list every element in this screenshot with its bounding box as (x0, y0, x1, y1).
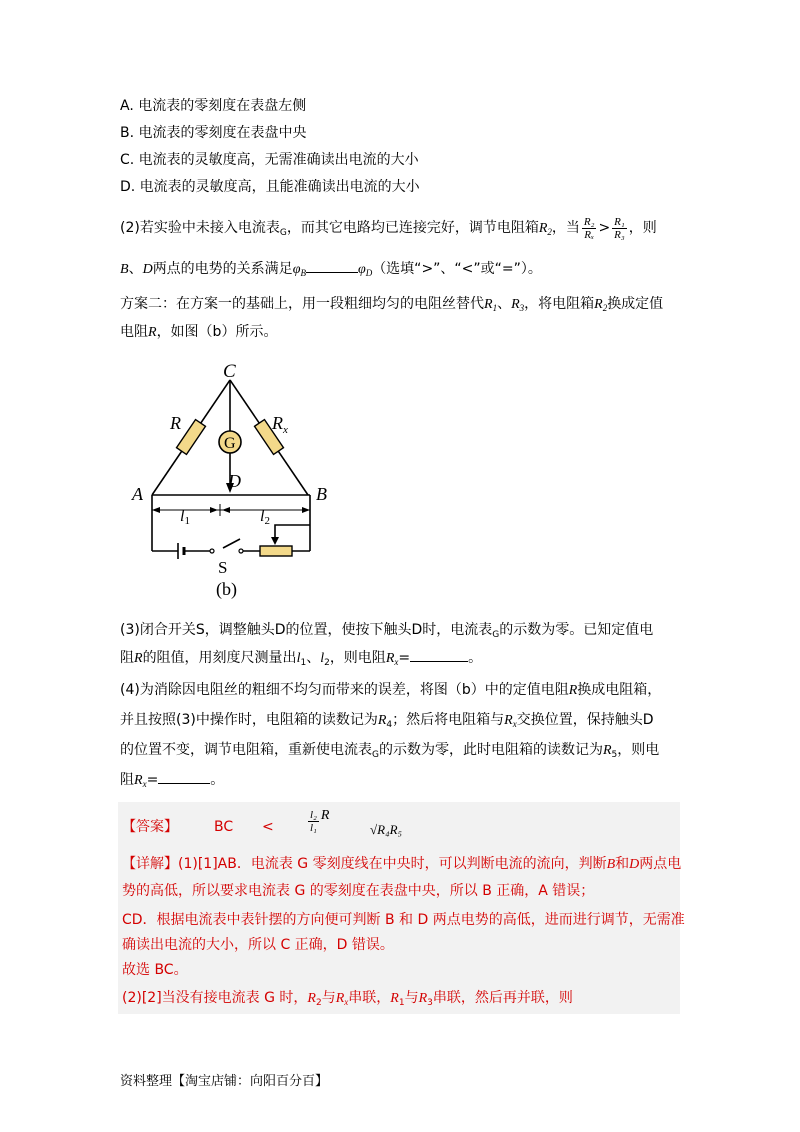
scheme-2-line-1: 方案二：在方案一的基础上，用一段粗细均匀的电阻丝替代$R_1$、$R_3$，将电阻箱$R_2$换成定值 (120, 296, 664, 313)
question-3-line-1: (3)闭合开关S，调整触头D的位置，使按下触头D时，电流表$_G$的示数为零。已知定值电 (120, 622, 654, 640)
answer-blank-q4 (158, 783, 210, 784)
page-footer: 资料整理【淘宝店铺：向阳百分百】 (120, 1074, 329, 1089)
option-d: D. 电流表的灵敏度高，且能准确读出电流的大小 (120, 179, 420, 195)
answer-label: 【答案】 (122, 819, 178, 835)
label-d: D (228, 471, 241, 491)
answer-3: $\frac{\text{l₂}}{\text{l₁}}$ R (310, 808, 330, 834)
label-b: B (316, 484, 327, 504)
label-s: S (218, 558, 228, 577)
detail-line-5: 故选 BC。 (122, 962, 188, 978)
option-a: A. 电流表的零刻度在表盘左侧 (120, 98, 307, 114)
circuit-diagram-b (120, 355, 335, 605)
label-g: G (224, 435, 236, 452)
label-a: A (132, 484, 143, 504)
switch-blade (223, 539, 240, 548)
scheme-2-line-2: 电阻R，如图（b）所示。 (120, 324, 278, 340)
detail-line-4: 确读出电流的大小，所以 C 正确，D 错误。 (122, 937, 394, 953)
detail-line-1: 【详解】(1)[1]AB．电流表 G 零刻度线在中央时，可以判断电流的流向，判断B和D两点电 (122, 856, 682, 872)
question-2-line-1: (2)若实验中未接入电流表$_G$，而其它电路均已连接完好，调节电阻箱$R_2$，当 $\frac{\text{R₂}}{\text{Rₓ}}$ > $\frac{\text{R₁}}{\text{R₃}}$ ，则 (120, 215, 657, 241)
option-c: C. 电流表的灵敏度高，无需准确读出电流的大小 (120, 152, 419, 168)
switch-contact (210, 549, 214, 553)
label-l1: l1 (180, 508, 190, 527)
answer-4: √R₄R₅ (370, 822, 403, 837)
question-4-line-2: 并且按照(3)中操作时，电阻箱的读数记为$R_4$；然后将电阻箱与$R_x$交换位置，保持触头D (120, 712, 654, 730)
question-4-line-1: (4)为消除因电阻丝的粗细不均匀而带来的误差，将图（b）中的定值电阻R换成电阻箱， (120, 682, 662, 698)
detail-line-3: CD．根据电流表中表针摆的方向便可判断 B 和 D 两点电势的高低，进而进行调节，无需准 (122, 912, 685, 928)
answer-blank-phi (306, 272, 358, 273)
answer-blank-q3 (410, 661, 468, 662)
detail-line-6: (2)[2]当没有接电流表 G 时，$R_2$与$R_x$串联，$R_1$与$R_3$串联，然后再并联，则 (122, 990, 573, 1008)
question-4-line-4: 阻$R_x=$ 。 (120, 772, 225, 789)
label-r: R (170, 413, 181, 433)
question-3-line-2: 阻R的阻值，用刻度尺测量出$l_1$、$l_2$，则电阻$R_x=$ 。 (120, 650, 483, 668)
option-b: B. 电流表的零刻度在表盘中央 (120, 125, 307, 141)
answer-2: < (262, 819, 274, 835)
label-rx: $R_x$ (272, 413, 288, 436)
figure-caption: (b) (216, 579, 237, 599)
question-4-line-3: 的位置不变，调节电阻箱，重新使电流表$_G$的示数为零，此时电阻箱的读数记为$R_5$，则电 (120, 742, 660, 760)
ratio-r1-r3: $\frac{\text{R₁}}{\text{R₃}}$ (614, 215, 625, 241)
detail-line-2: 势的高低，所以要求电流表 G 的零刻度在表盘中央，所以 B 正确，A 错误； (122, 883, 595, 899)
label-l2: l2 (260, 508, 270, 527)
label-c: C (223, 361, 236, 382)
answer-1: BC (214, 819, 234, 835)
rheostat (260, 546, 292, 556)
question-2-line-2: B、D两点的电势的关系满足$\varphi_B$ $\varphi_D$（选填“>”、“<”或“=”）。 (120, 261, 542, 278)
ratio-r2-rx: $\frac{\text{R₂}}{\text{Rₓ}}$ (583, 215, 595, 241)
rheostat-slider (275, 525, 310, 541)
